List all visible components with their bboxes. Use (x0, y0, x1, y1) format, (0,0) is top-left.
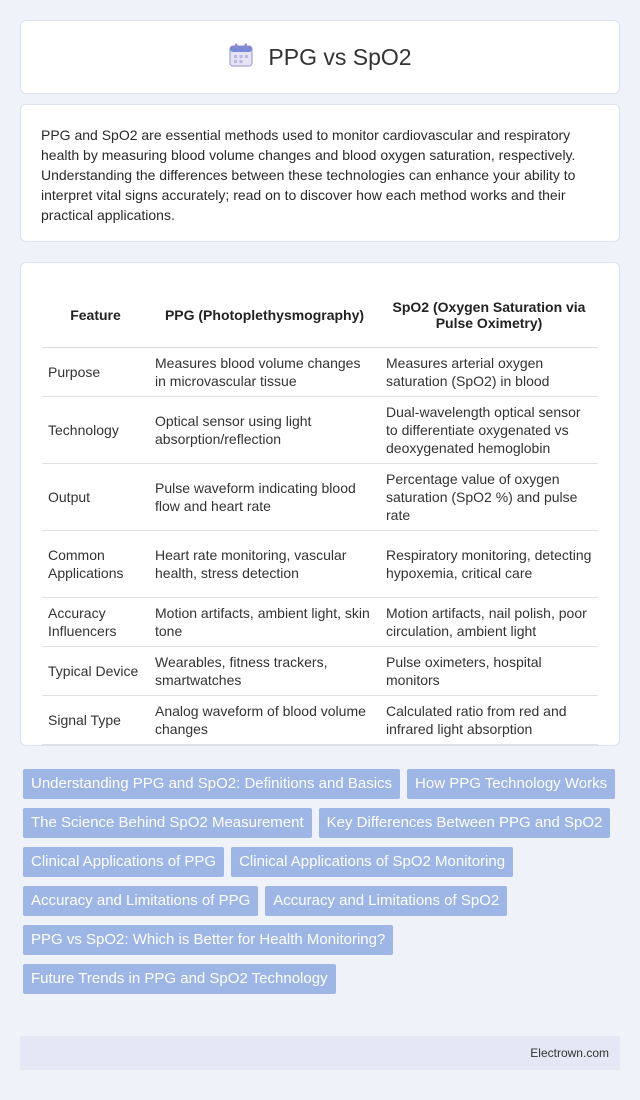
link-which-better[interactable]: PPG vs SpO2: Which is Better for Health Monitoring? (23, 925, 393, 955)
row-spo2: Respiratory monitoring, detecting hypoxemia, critical care (380, 530, 598, 597)
row-spo2: Percentage value of oxygen saturation (SpO2 %) and pulse rate (380, 463, 598, 530)
page-title: PPG vs SpO2 (268, 43, 412, 70)
table-header-row (42, 283, 598, 347)
table-row (42, 463, 598, 530)
row-spo2: Motion artifacts, nail polish, poor circulation, ambient light (380, 597, 598, 646)
intro-text: PPG and SpO2 are essential methods used to monitor cardiovascular and respiratory health by measuring blood volume changes and blood oxygen saturation, respectively. Understanding the differences between these technologies can enhance your ability to interpret vital signs accurately; read on to discover how each method works and their practical applications. (41, 127, 576, 223)
link-accuracy-ppg[interactable]: Accuracy and Limitations of PPG (23, 886, 258, 916)
row-ppg: Motion artifacts, ambient light, skin tone (149, 597, 380, 646)
link-science-spo2[interactable]: The Science Behind SpO2 Measurement (23, 808, 312, 838)
comparison-table-card (20, 262, 620, 746)
header-ppg: PPG (Photoplethysmography) (149, 283, 380, 347)
row-feature: Accuracy Influencers (42, 597, 149, 646)
link-definitions-basics[interactable]: Understanding PPG and SpO2: Definitions and Basics (23, 769, 400, 799)
title-wrap (228, 42, 411, 73)
link-clinical-spo2[interactable]: Clinical Applications of SpO2 Monitoring (231, 847, 513, 877)
footer-site[interactable]: Electrown.com (530, 1046, 609, 1060)
row-spo2: Pulse oximeters, hospital monitors (380, 646, 598, 695)
row-ppg: Analog waveform of blood volume changes (149, 695, 380, 744)
header-card (20, 20, 620, 94)
row-ppg: Measures blood volume changes in microvascular tissue (149, 347, 380, 396)
table-row (42, 396, 598, 463)
row-feature: Output (42, 463, 149, 530)
row-spo2: Calculated ratio from red and infrared light absorption (380, 695, 598, 744)
row-feature: Purpose (42, 347, 149, 396)
calendar-icon (228, 42, 254, 73)
link-future-trends[interactable]: Future Trends in PPG and SpO2 Technology (23, 964, 336, 994)
row-feature: Signal Type (42, 695, 149, 744)
link-clinical-ppg[interactable]: Clinical Applications of PPG (23, 847, 224, 877)
row-ppg: Heart rate monitoring, vascular health, stress detection (149, 530, 380, 597)
table-row (42, 597, 598, 646)
row-ppg: Optical sensor using light absorption/reflection (149, 396, 380, 463)
header-spo2: SpO2 (Oxygen Saturation via Pulse Oximetry) (380, 283, 598, 347)
link-how-ppg-works[interactable]: How PPG Technology Works (407, 769, 615, 799)
row-ppg: Pulse waveform indicating blood flow and heart rate (149, 463, 380, 530)
row-feature: Common Applications (42, 530, 149, 597)
table-row (42, 530, 598, 597)
row-ppg: Wearables, fitness trackers, smartwatches (149, 646, 380, 695)
row-spo2: Measures arterial oxygen saturation (SpO2) in blood (380, 347, 598, 396)
link-accuracy-spo2[interactable]: Accuracy and Limitations of SpO2 (265, 886, 507, 916)
header-feature: Feature (42, 283, 149, 347)
link-key-differences[interactable]: Key Differences Between PPG and SpO2 (319, 808, 611, 838)
table-row (42, 646, 598, 695)
related-links (23, 769, 623, 994)
comparison-table (42, 283, 598, 745)
table-row (42, 695, 598, 744)
intro-card (20, 104, 620, 242)
table-row (42, 347, 598, 396)
row-feature: Typical Device (42, 646, 149, 695)
footer (20, 1036, 620, 1070)
row-spo2: Dual-wavelength optical sensor to differentiate oxygenated vs deoxygenated hemoglobin (380, 396, 598, 463)
row-feature: Technology (42, 396, 149, 463)
